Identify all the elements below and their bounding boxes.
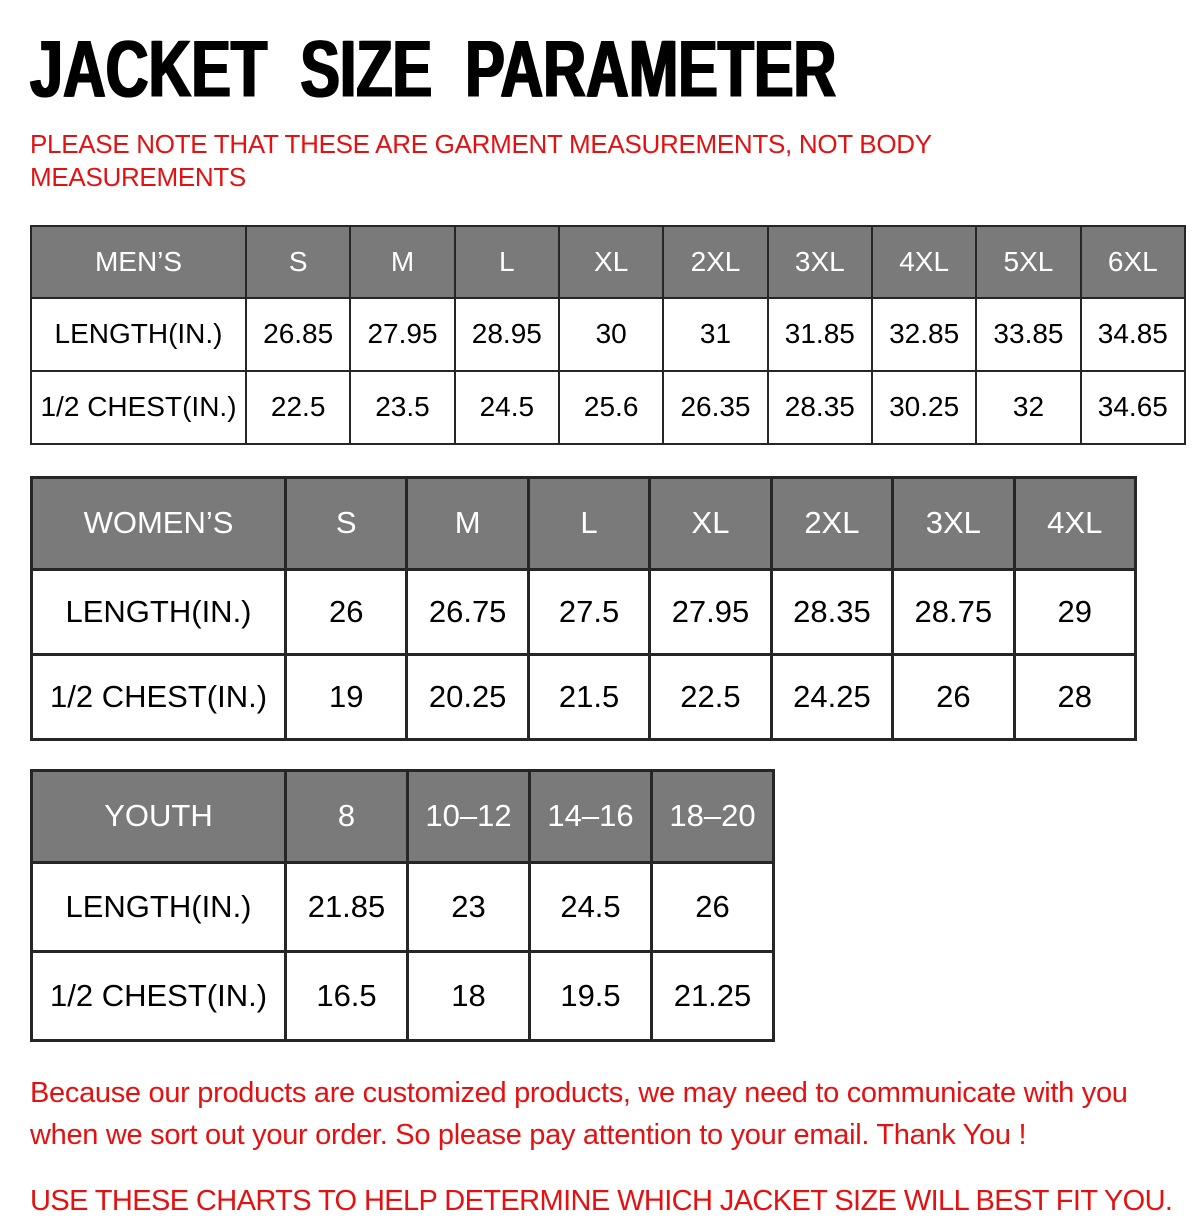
table-row bbox=[31, 298, 1185, 371]
measurement-value-cell: 27.95 bbox=[350, 298, 454, 371]
measurement-value-cell: 24.5 bbox=[455, 371, 559, 444]
table-row bbox=[32, 951, 774, 1040]
chart-usage-note: USE THESE CHARTS TO HELP DETERMINE WHICH JACKET SIZE WILL BEST FIT YOU. bbox=[30, 1184, 1173, 1217]
size-header-cell: 8 bbox=[286, 770, 408, 862]
row-label-cell: 1/2 CHEST(IN.) bbox=[32, 654, 286, 739]
custom-order-notice: Because our products are customized products, we may need to communicate with you when we sort out your order. So please pay attention to your email. Thank You ! bbox=[30, 1076, 1128, 1152]
womens-size-table bbox=[30, 476, 1137, 741]
measurement-value-cell: 23 bbox=[408, 862, 530, 951]
measurement-value-cell: 26.35 bbox=[663, 371, 767, 444]
size-header-cell: 6XL bbox=[1081, 226, 1185, 298]
measurement-value-cell: 26.85 bbox=[246, 298, 350, 371]
size-header-cell: 3XL bbox=[768, 226, 872, 298]
table-row bbox=[32, 569, 1136, 654]
measurement-value-cell: 32.85 bbox=[872, 298, 976, 371]
table-row bbox=[32, 654, 1136, 739]
row-label-cell: LENGTH(IN.) bbox=[31, 298, 246, 371]
table-header-row bbox=[32, 477, 1136, 569]
measurement-value-cell: 26.75 bbox=[407, 569, 528, 654]
measurement-value-cell: 16.5 bbox=[286, 951, 408, 1040]
measurement-value-cell: 24.25 bbox=[771, 654, 892, 739]
measurement-value-cell: 18 bbox=[408, 951, 530, 1040]
measurement-value-cell: 27.5 bbox=[528, 569, 649, 654]
measurement-value-cell: 21.25 bbox=[652, 951, 774, 1040]
measurement-value-cell: 27.95 bbox=[650, 569, 771, 654]
measurement-value-cell: 26 bbox=[286, 569, 407, 654]
measurement-value-cell: 26 bbox=[652, 862, 774, 951]
measurement-value-cell: 28.75 bbox=[893, 569, 1014, 654]
measurement-value-cell: 31.85 bbox=[768, 298, 872, 371]
measurement-value-cell: 25.6 bbox=[559, 371, 663, 444]
size-header-cell: XL bbox=[559, 226, 663, 298]
size-header-cell: S bbox=[246, 226, 350, 298]
measurement-value-cell: 31 bbox=[663, 298, 767, 371]
measurement-value-cell: 22.5 bbox=[650, 654, 771, 739]
measurement-value-cell: 20.25 bbox=[407, 654, 528, 739]
table-group-header-cell: MEN’S bbox=[31, 226, 246, 298]
measurement-value-cell: 30 bbox=[559, 298, 663, 371]
size-header-cell: L bbox=[528, 477, 649, 569]
size-header-cell: S bbox=[286, 477, 407, 569]
size-header-cell: M bbox=[407, 477, 528, 569]
row-label-cell: LENGTH(IN.) bbox=[32, 862, 286, 951]
size-header-cell: 4XL bbox=[872, 226, 976, 298]
table-header-row bbox=[31, 226, 1185, 298]
measurement-value-cell: 34.65 bbox=[1081, 371, 1185, 444]
table-row bbox=[31, 371, 1185, 444]
measurement-value-cell: 19 bbox=[286, 654, 407, 739]
mens-size-table bbox=[30, 225, 1186, 445]
measurement-value-cell: 33.85 bbox=[976, 298, 1080, 371]
measurement-value-cell: 28.35 bbox=[768, 371, 872, 444]
size-header-cell: 18–20 bbox=[652, 770, 774, 862]
size-header-cell: 10–12 bbox=[408, 770, 530, 862]
measurement-value-cell: 28 bbox=[1014, 654, 1135, 739]
table-header-row bbox=[32, 770, 774, 862]
youth-size-table bbox=[30, 769, 775, 1042]
size-header-cell: 5XL bbox=[976, 226, 1080, 298]
row-label-cell: 1/2 CHEST(IN.) bbox=[31, 371, 246, 444]
size-header-cell: 3XL bbox=[893, 477, 1014, 569]
row-label-cell: 1/2 CHEST(IN.) bbox=[32, 951, 286, 1040]
table-group-header-cell: YOUTH bbox=[32, 770, 286, 862]
measurement-value-cell: 28.95 bbox=[455, 298, 559, 371]
measurement-value-cell: 21.5 bbox=[528, 654, 649, 739]
measurement-value-cell: 29 bbox=[1014, 569, 1135, 654]
measurement-value-cell: 24.5 bbox=[530, 862, 652, 951]
measurement-value-cell: 26 bbox=[893, 654, 1014, 739]
size-header-cell: XL bbox=[650, 477, 771, 569]
size-header-cell: 14–16 bbox=[530, 770, 652, 862]
measurement-value-cell: 28.35 bbox=[771, 569, 892, 654]
row-label-cell: LENGTH(IN.) bbox=[32, 569, 286, 654]
size-header-cell: L bbox=[455, 226, 559, 298]
size-header-cell: 4XL bbox=[1014, 477, 1135, 569]
measurement-value-cell: 23.5 bbox=[350, 371, 454, 444]
garment-measurement-note: PLEASE NOTE THAT THESE ARE GARMENT MEASUREMENTS, NOT BODY MEASUREMENTS bbox=[30, 129, 932, 193]
size-header-cell: M bbox=[350, 226, 454, 298]
table-row bbox=[32, 862, 774, 951]
measurement-value-cell: 34.85 bbox=[1081, 298, 1185, 371]
size-header-cell: 2XL bbox=[771, 477, 892, 569]
table-group-header-cell: WOMEN’S bbox=[32, 477, 286, 569]
measurement-value-cell: 32 bbox=[976, 371, 1080, 444]
measurement-value-cell: 22.5 bbox=[246, 371, 350, 444]
measurement-value-cell: 21.85 bbox=[286, 862, 408, 951]
page-title: JACKET SIZE PARAMETER bbox=[30, 22, 837, 115]
size-header-cell: 2XL bbox=[663, 226, 767, 298]
measurement-value-cell: 19.5 bbox=[530, 951, 652, 1040]
measurement-value-cell: 30.25 bbox=[872, 371, 976, 444]
